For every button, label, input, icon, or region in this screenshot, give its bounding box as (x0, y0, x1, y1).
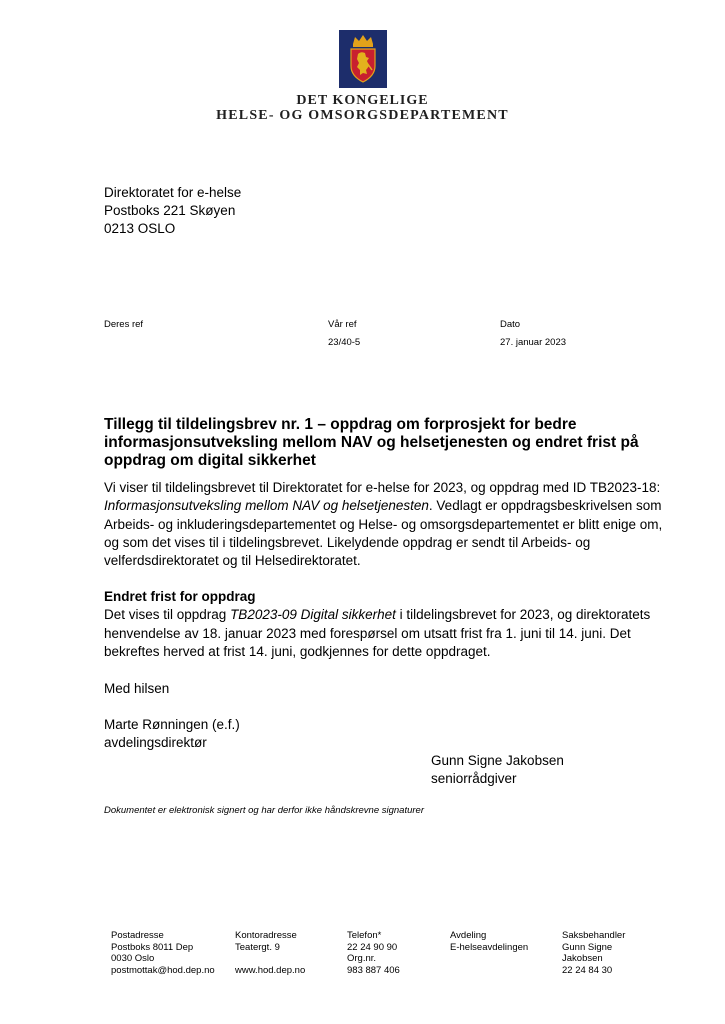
footer-telefon (347, 930, 400, 976)
section-paragraph (104, 606, 664, 661)
closing: Med hilsen (104, 681, 170, 696)
recipient-line-1: Direktoratet for e-helse (104, 185, 242, 200)
footer-avdeling-l1: E-helseavdelingen (450, 941, 529, 953)
recipient-address (104, 184, 241, 238)
paragraph-intro-part1: Vi viser til tildelingsbrevet til Direktoratet for e-helse for 2023, og oppdrag med ID TB2023-18: (104, 480, 661, 495)
footer-kontoradresse-l1: Teatergt. 9 (235, 941, 280, 953)
paragraph-intro (104, 479, 664, 570)
footer-avdeling (450, 930, 528, 953)
paragraph-intro-italic: Informasjonsutveksling mellom NAV og helsetjenesten (104, 498, 429, 514)
footer-telefon-l1: 22 24 90 90 (347, 941, 398, 953)
section-deadline (104, 588, 664, 661)
footer-saksbehandler-l2: Jakobsen (562, 953, 603, 964)
signer-2-name: Gunn Signe Jakobsen (431, 753, 564, 768)
dato-label: Dato (500, 319, 521, 330)
section-italic: TB2023-09 Digital sikkerhet (230, 607, 396, 623)
ministry-line-1: DET KONGELIGE (296, 93, 429, 108)
signer-1-title: avdelingsdirektør (104, 735, 207, 751)
var-ref-value: 23/40-5 (328, 337, 361, 348)
footer-avdeling-label: Avdeling (450, 930, 487, 941)
footer-postadresse-label: Postadresse (111, 930, 164, 941)
var-ref-label: Vår ref (328, 319, 357, 330)
signature-disclaimer: Dokumentet er elektronisk signert og har derfor ikke håndskrevne signaturer (104, 805, 424, 816)
letterhead (0, 30, 725, 123)
footer-saksbehandler-l1: Gunn Signe (562, 941, 613, 953)
footer-saksbehandler-l3: 22 24 84 30 (562, 964, 613, 976)
signer-1 (104, 716, 664, 753)
footer-kontoradresse (235, 930, 305, 976)
signer-2 (431, 752, 564, 788)
ministry-line-2: HELSE- OG OMSORGSDEPARTEMENT (216, 108, 509, 123)
footer-website-link[interactable]: www.hod.dep.no (235, 964, 306, 976)
dato-value: 27. januar 2023 (500, 337, 567, 348)
deres-ref-label: Deres ref (104, 319, 144, 330)
section-part2: i tildelingsbrevet for 2023, og direktoratets henvendelse av 18. januar 2023 med forespørsel om utsatt frist fra 1. juni til 14. juni. Det bekreftes herved at frist 14. juni, godkjennes for dette oppdraget. (104, 607, 651, 659)
footer-saksbehandler (562, 930, 625, 976)
paragraph-intro-part2: . Vedlagt er oppdragsbeskrivelsen som Arbeids- og inkluderingsdepartementet og Helse- og omsorgsdepartementet er blitt enige om, og som det vises til i tildelingsbrevet. Likelydende oppdrag er sendt til Arbeids- og velferdsdirektoratet og til Helsedirektoratet. (104, 498, 663, 569)
recipient-line-3: 0213 OSLO (104, 221, 176, 236)
footer-email-link[interactable]: postmottak@hod.dep.no (111, 964, 215, 976)
coat-of-arms-icon (339, 30, 387, 88)
letter-title: Tillegg til tildelingsbrev nr. 1 – oppdrag om forprosjekt for bedre informasjonsutveksling mellom NAV og helsetjenesten og endret frist på oppdrag om digital sikkerhet (104, 416, 639, 469)
footer-kontoradresse-label: Kontoradresse (235, 930, 297, 941)
signer-2-title: seniorrådgiver (431, 771, 517, 786)
footer-postadresse (111, 930, 215, 976)
signer-1-name: Marte Rønningen (e.f.) (104, 717, 240, 732)
ministry-name (0, 93, 725, 123)
footer-telefon-l2: Org.nr. (347, 953, 377, 964)
section-heading: Endret frist for oppdrag (104, 589, 256, 604)
footer-telefon-label: Telefon* (347, 930, 382, 941)
recipient-line-2: Postboks 221 Skøyen (104, 203, 236, 218)
footer-postadresse-l1: Postboks 8011 Dep (111, 941, 194, 953)
footer-postadresse-l2: 0030 Oslo (111, 953, 155, 964)
footer-saksbehandler-label: Saksbehandler (562, 930, 626, 941)
section-part1: Det vises til oppdrag (104, 607, 231, 623)
footer-telefon-l3: 983 887 406 (347, 964, 400, 976)
